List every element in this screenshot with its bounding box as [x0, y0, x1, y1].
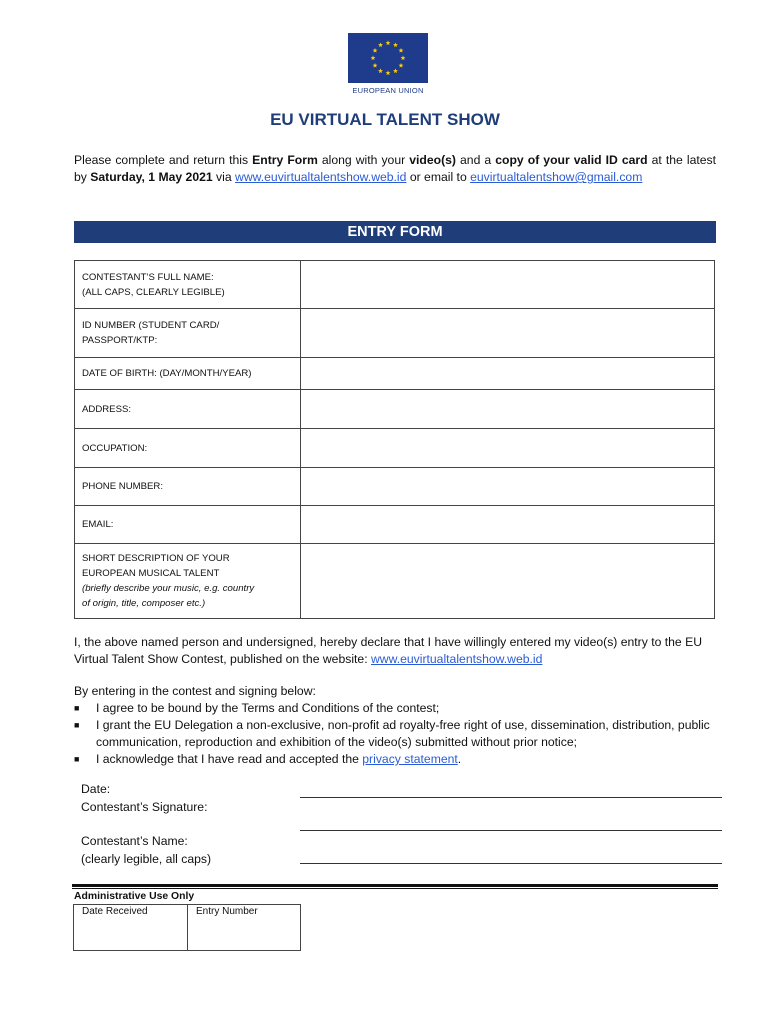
admin-title: Administrative Use Only — [74, 891, 195, 902]
date-received-cell[interactable]: Date Received — [74, 905, 188, 951]
field-label-full-name: CONTESTANT’S FULL NAME: (ALL CAPS, CLEARLY LEGIBLE) — [75, 261, 301, 309]
logo-text: EUROPEAN UNION — [352, 86, 424, 95]
declaration-paragraph: I, the above named person and undersigned, hereby declare that I have willingly entered my video(s) entry to the EU Virtual Talent Show Contest, published on the website: www.euvirtualtalentshow.web.id — [74, 635, 703, 666]
bullet-icon: ■ — [74, 754, 80, 764]
website-link[interactable]: www.euvirtualtalentshow.web.id — [235, 170, 407, 184]
signature-labels — [81, 780, 211, 868]
star-icon — [393, 42, 398, 47]
table-row — [75, 261, 715, 309]
bullet-icon: ■ — [74, 720, 80, 730]
full-name-field[interactable] — [301, 261, 715, 309]
field-label-occupation: OCCUPATION: — [75, 429, 301, 468]
conditions-section — [74, 683, 716, 768]
table-row — [75, 358, 715, 390]
list-item: ■ I grant the EU Delegation a non-exclusive, non-profit ad royalty-free right of use, dissemination, distribution, public communication, reproduction and exhibition of the video(s) submitted without prior notice; — [74, 718, 710, 749]
signature-label: Contestant’s Signature: — [81, 800, 208, 814]
table-row — [75, 544, 715, 619]
signature-line[interactable] — [300, 830, 722, 831]
table-row — [74, 905, 301, 951]
eu-logo — [348, 33, 430, 97]
field-label-email: EMAIL: — [75, 506, 301, 544]
table-row — [75, 429, 715, 468]
conditions-list — [74, 700, 716, 768]
id-number-field[interactable] — [301, 309, 715, 358]
field-label-talent-description: SHORT DESCRIPTION OF YOUR EUROPEAN MUSICAL TALENT (briefly describe your music, e.g. country of origin, title, composer etc.) — [75, 544, 301, 619]
admin-table — [73, 904, 301, 951]
field-label-phone-number: PHONE NUMBER: — [75, 468, 301, 506]
phone-number-field[interactable] — [301, 468, 715, 506]
email-field[interactable] — [301, 506, 715, 544]
table-row — [75, 390, 715, 429]
field-label-address: ADDRESS: — [75, 390, 301, 429]
privacy-statement-link[interactable]: privacy statement — [362, 752, 458, 766]
entry-number-cell[interactable]: Entry Number — [188, 905, 301, 951]
star-icon — [378, 42, 383, 47]
eu-flag-icon — [348, 33, 428, 83]
table-row — [75, 506, 715, 544]
star-icon — [399, 63, 404, 68]
bullet-icon: ■ — [74, 703, 80, 713]
star-icon — [373, 48, 378, 53]
date-label: Date: — [81, 782, 111, 796]
star-icon — [386, 40, 391, 45]
star-icon — [373, 63, 378, 68]
list-item: ■ I acknowledge that I have read and accepted the privacy statement. — [74, 752, 462, 766]
name-line[interactable] — [300, 863, 722, 864]
entry-form-table — [74, 260, 715, 619]
entry-form-heading: ENTRY FORM — [74, 221, 716, 243]
star-icon — [371, 55, 376, 60]
occupation-field[interactable] — [301, 429, 715, 468]
name-label: Contestant’s Name: — [81, 834, 188, 848]
talent-description-field[interactable] — [301, 544, 715, 619]
star-icon — [378, 68, 383, 73]
field-label-id-number: ID NUMBER (STUDENT CARD/ PASSPORT/KTP: — [75, 309, 301, 358]
list-item: ■ I agree to be bound by the Terms and Conditions of the contest; — [74, 701, 440, 715]
conditions-intro: By entering in the contest and signing below: — [74, 684, 316, 698]
star-icon — [401, 55, 406, 60]
date-of-birth-field[interactable] — [301, 358, 715, 390]
address-field[interactable] — [301, 390, 715, 429]
table-row — [75, 468, 715, 506]
intro-paragraph: Please complete and return this Entry Form along with your video(s) and a copy of your valid ID card at the latest by Saturday, 1 May 2021 via www.euvirtualtalentshow.web.id or email to euvirtualtalentshow@gmail.com — [74, 153, 716, 184]
date-signature-line[interactable] — [300, 797, 722, 798]
page-title: EU VIRTUAL TALENT SHOW — [270, 110, 500, 129]
star-icon — [393, 68, 398, 73]
divider — [72, 884, 718, 887]
star-icon — [386, 70, 391, 75]
table-row — [75, 309, 715, 358]
website-link-declaration[interactable]: www.euvirtualtalentshow.web.id — [370, 652, 543, 666]
name-note: (clearly legible, all caps) — [81, 852, 212, 866]
star-icon — [399, 48, 404, 53]
field-label-date-of-birth: DATE OF BIRTH: (DAY/MONTH/YEAR) — [75, 358, 301, 390]
divider — [72, 888, 718, 889]
email-link[interactable]: euvirtualtalentshow@gmail.com — [470, 170, 643, 184]
